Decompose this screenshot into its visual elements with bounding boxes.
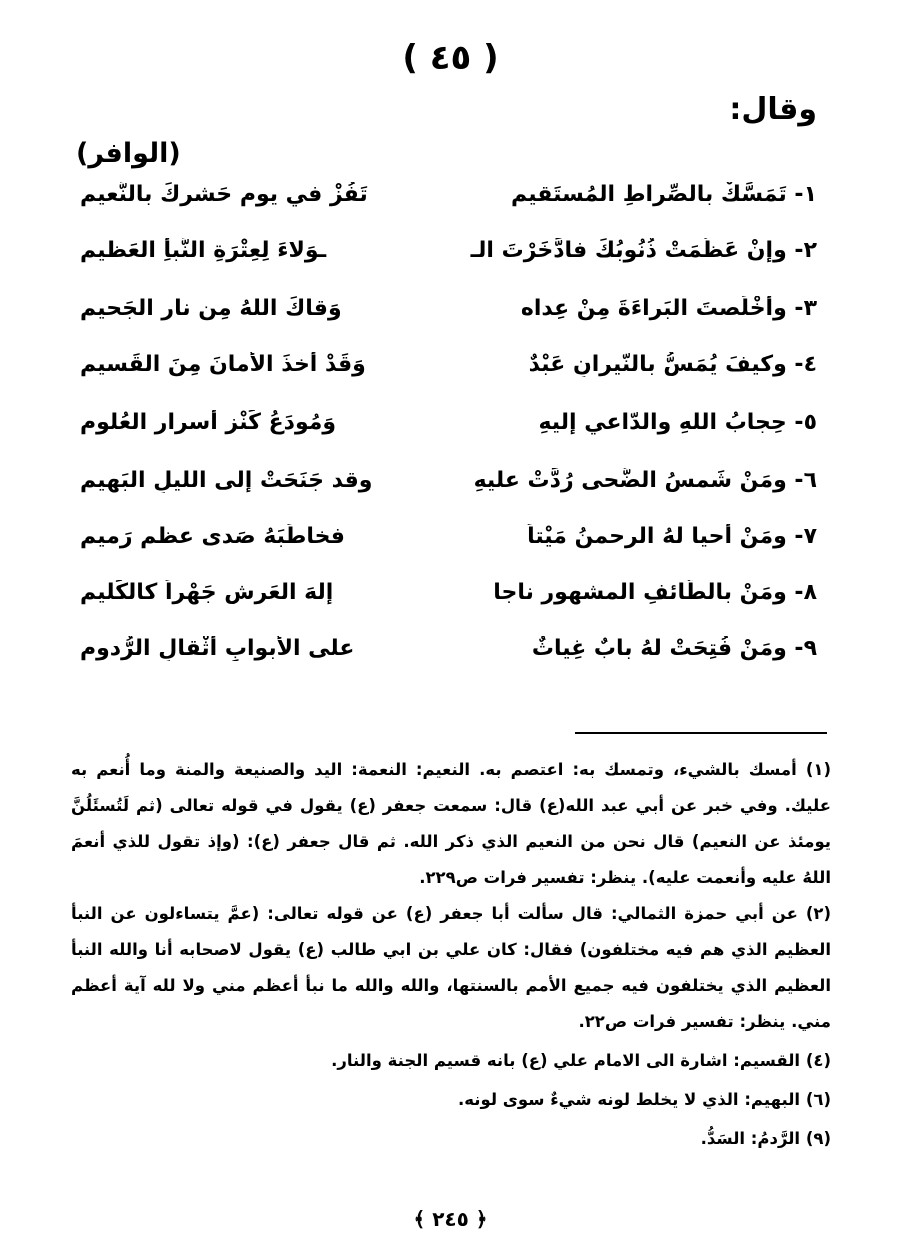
footnote-9: (٩) الرَّدمُ: السَدُّ. [700, 1129, 831, 1148]
verse-5-second-hemistich: وَمُودَعُ كَنْزِ أسرارِ العُلومِ [80, 410, 337, 435]
verse-5-first-hemistich: ٥- حِجابُ اللهِ والدّاعي إليهِ [538, 410, 817, 435]
page-number: ﴿ ٢٤٥ ﴾ [413, 1207, 488, 1231]
verse-6-second-hemistich: وقد جَنَحَتْ إلى الليلِ البَهيمِ [80, 468, 373, 493]
verse-7-first-hemistich: ٧- ومَنْ أحيا لهُ الرحمنُ مَيْتاً [527, 524, 817, 549]
verse-4-second-hemistich: وَقَدْ أخذَ الأمانَ مِنَ القَسيمِ [80, 352, 366, 377]
verse-7-second-hemistich: فخاطَبَهُ صَدى عظمٍ رَميمِ [80, 524, 345, 549]
verse-3-second-hemistich: وَقاكَ اللهُ مِن نارِ الجَحيمِ [80, 296, 342, 321]
verse-4-first-hemistich: ٤- وكيفَ يُمَسُّ بالنّيرانِ عَبْدٌ [528, 352, 817, 377]
poem-number: ( ٤٥ ) [402, 38, 499, 78]
verse-1-second-hemistich: تَفُزْ في يومِ حَشرِكَ بالنَّعيمِ [80, 182, 368, 207]
verse-9-first-hemistich: ٩- ومَنْ فُتِحَتْ لهُ بابٌ غِياثٌ [531, 636, 817, 661]
verse-3-first-hemistich: ٣- وأخْلَصتَ البَراءَةَ مِنْ عِداه [520, 296, 817, 321]
verse-8-second-hemistich: إلهَ العَرشِ جَهْراً كالكَليمِ [80, 580, 334, 605]
verse-9-second-hemistich: على الأبوابِ أثْقالِ الرُّدومِ [80, 636, 355, 661]
poem-meter: (الوافر) [76, 138, 181, 169]
footnote-separator [575, 732, 827, 734]
verse-1-first-hemistich: ١- تَمَسَّكْ بالصِّراطِ المُستَقيمِ [511, 182, 817, 207]
verse-8-first-hemistich: ٨- ومَنْ بالطّائفِ المشهورِ ناجا [493, 580, 817, 605]
footnotes [71, 752, 831, 1157]
footnote-2: (٢) عن أبي حمزة الثمالي: قال سألت أبا جعفر (ع) عن قوله تعالى: (عمَّ يتساءلون عن النبأ العظيم الذي هم فيه مختلفون) فقال: كان علي بن ابي طالب (ع) يقول لاصحابه أنا والله النبأ العظيم الذي يختلفون فيه جميع الأمم بالسنتها، والله والله ما نبأ أعظم مني ولا لله آية أعظم مني. ينظر: تفسير فرات ص٢٢. [71, 904, 831, 1031]
verse-2-first-hemistich: ٢- وإنْ عَظُمَتْ ذُنُوبُكَ فادَّخَرْتَ الـ [470, 238, 817, 263]
footnote-6: (٦) البهيم: الذي لا يخلط لونه شيءٌ سوى لونه. [458, 1090, 831, 1109]
footnote-1: (١) أمسك بالشيء، وتمسك به: اعتصم به. النعيم: النعمة: اليد والصنيعة والمنة وما أُنعم به عليك. وفي خبر عن أبي عبد الله(ع) قال: سمعت جعفر (ع) يقول في قوله تعالى (ثم لَتُسئَلُنَّ يومئذ عن النعيم) قال نحن من النعيم الذي ذكر الله. ثم قال جعفر (ع): (وإذ تقول للذي أنعمَ اللهُ عليه وأنعمت عليه). ينظر: تفسير فرات ص٢٢٩. [71, 760, 831, 887]
verse-6-first-hemistich: ٦- ومَنْ شَمسُ الضُّحى رُدَّتْ عليهِ [473, 468, 817, 493]
footnote-4: (٤) القسيم: اشارة الى الامام علي (ع) بانه قسيم الجنة والنار. [331, 1051, 831, 1070]
poem-intro: وقال: [729, 92, 817, 127]
verse-2-second-hemistich: ـوَلاءَ لِعِتْرَةِ النَّبأِ العَظيمِ [80, 238, 327, 263]
